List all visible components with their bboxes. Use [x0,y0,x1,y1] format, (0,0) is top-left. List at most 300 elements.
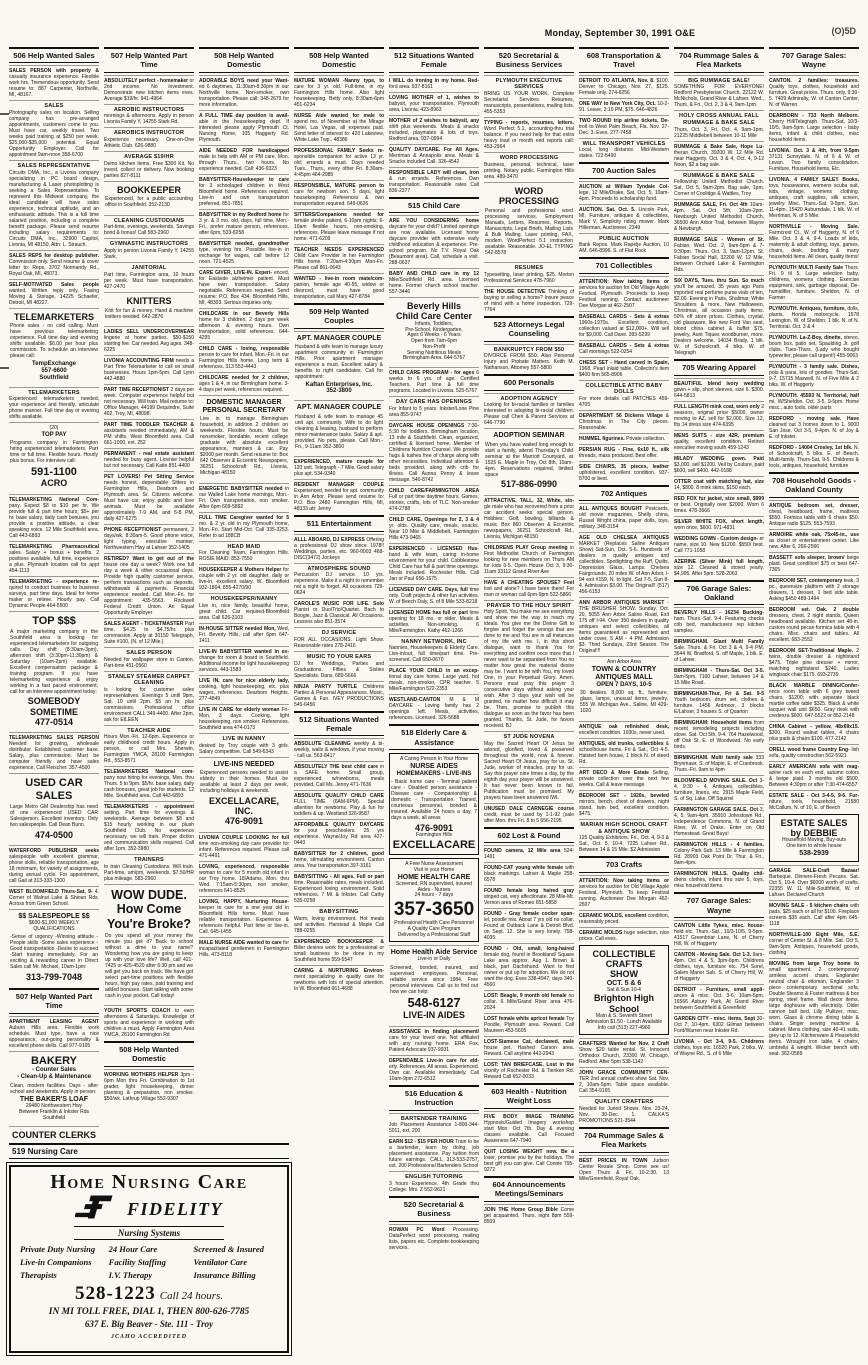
classified-ad [389,420,479,483]
ad-body: Percussion DJ service. 10 yrs. experience. Make it a night to remember not a night to forget. All occasions 729-0624 [294,572,384,597]
ad-title: EARLY AMERICAN sofa with mag- [769,763,859,770]
classified-ad [294,819,384,846]
ad-body: dressers, chest, 2 night stands, Queen headboard available. Kitchen set 48-in. custom round pecan formica table with 4 chairs. Misc. chairs and tables. All excellent. 683-2552 [769,612,859,643]
ad-body: Cherry Hill/Telegraph. Thurs-Sat, 10/3-10/5, 9am-5pm. Large selection - baby items, infant & child clothes, misc household items. [769,118,859,143]
ad-body: - THE BRUSHER SHOW. Sunday, Oct. 20, 5055 Ann Arbor Saline Road, Exit 175 off I-94. Over 350 dealers in quality antiques and select collectibles, all items guaranteed as represented and under cover, 5 AM - 4 PM. Admission $3. Third Sundays, 23rd Season. The Original!!! [579,600,669,655]
display-ad-line: BOOKKEEPER [116,184,181,195]
ad-body: FULL TIME (6AM-6PM). Special attention for newborns. Play & fun for toddlers & up. Westland 326-9587 [294,799,384,818]
ad-title: PLYMOUTH. La-Z-Boy, dinette, [769,334,842,341]
fidelity-tagline: Nursing Systems [74,1226,224,1240]
ad-title: DAYCARE HOUSE OPENINGS [389,422,465,429]
classified-ad [769,75,859,108]
ad-body: change for room & board in Southfield. Additional income for light housekeeping services. 443-1583 [199,655,289,674]
classified-ad [9,886,99,907]
ad-body: ford area. 937-8161 [389,83,433,90]
classified-ad [104,1005,194,1038]
section-header: 704 Rummage Sales & Flea Markets [579,1127,669,1153]
ad-title: LICENSED HOME has full or part [389,609,468,616]
classified-ad [199,564,289,591]
display-ad [9,1126,99,1141]
ad-title: ALLL ABOARD, DJ EXPRESS [294,536,365,543]
service-item: Screened & Insured [193,1244,264,1254]
classified-ad [674,984,764,1011]
ad-title: BEST PRICES IN TOWN [579,1157,648,1164]
ad-title: A FULL TIME day position is avail- [199,112,289,119]
classified-ad [579,875,669,908]
ad-title: DAY CARE HAS OPENINGS [395,399,473,406]
ad-body: Looking for bi-racial families or families interested in adopting bi-racial children. Please call Cheri & Parent Services at 646-7790 [484,402,574,427]
ad-body: or best. Originally over $2000. Worn 6 times. 478-3666 [674,501,764,514]
ad-title: CRAFTERS Wanted for Nov. 2 Craft [579,1041,669,1048]
ad-title: CHESS SET - Hand carved in Spain, [579,359,669,366]
ad-body: in our Walled Lake home mornings, Mon.-Fri. Own transportation, non smoker. After 6pm 669-5892 [199,485,289,510]
ad-body: Needed for growing, wholesale distributor. Established customer base. Salary, plus commission. Must be computer friendly and have sales experience. Call Fleischer. 357-4500 [9,741,99,772]
display-ad-body: Husband & wife team to manage luxury apartment community in Farmington Hills. Prior apartment manager experience a must. Excellent salary & benefits to right candidates. Call for appointment: [295,344,383,381]
classified-ad [484,152,574,180]
classified-ad [769,413,859,440]
ad-title: ATTENTION: Now taking items or [579,278,669,285]
ad-title: AZERINE (Silver Mink) full length, [674,558,764,565]
ad-body: upholstered, excellent condition. 937-8700 or best. [579,469,669,482]
ad-body: 3, 4, 5, 9am-4pm. 35910 Johnstown Rd., Independence Commons, N. of Grand River, W. of Drake. Enter on Old Homestead. Great Buys! [674,807,764,838]
classified-ad [769,744,859,759]
ad-title: AIDE NEEDED FOR handicapped [199,147,289,154]
ad-title: MOTHER of 2 wishes to babysit, any [389,117,479,124]
ad-title: WATERFORD PUBLISHER seeks [9,848,99,855]
classified-ad [199,896,289,935]
display-ad-line: 313-799-7048 [25,971,83,982]
ad-body: with black markings. Lahser & Maple 258-6578 [484,865,574,884]
classified-ad [769,929,859,956]
ad-title: CANTON. 2 families: treasures. [769,77,859,84]
ad-title: HOUSEKEEPER & Mothers Helper [199,567,282,574]
classified-ad [294,681,384,708]
display-ad-line: How Come [116,902,182,917]
ad-body: condition, reasonably priced. [579,912,669,925]
ad-title: TEACHER NEEDS EXPERIENCED [294,246,384,253]
ad-body: shift plus weekends. Meals & snacks included, playmates & lots of toys. Redford area. 937-0994 [389,123,479,142]
classified-ad [199,541,289,563]
ad-title: GARAGE SALE-Craft Bazaar/ [769,867,859,874]
ad-body: person to care for infant, Mon.-Fri. in our Farmington Hills home. Long term & references. 313 553-4443 [199,351,289,370]
ad-body: pany. Expect $8 to $10 per hr. We provide full & part time hours; $5+ per hr. base salary, daily cash bonuses, you provide a positive attitude, a clear speaking voice. 12 Mile Southfield area. Call 443-6893 [9,502,99,539]
classified-ad [674,804,764,837]
classified-ad [579,75,669,96]
display-ad-line: by DEBBIE [790,827,838,838]
ad-body: spend mo. of November at the Mirage Hotel, Las Vegas, all expenses paid. Send letter of interest to: 420 Lakeview, White Lake Twp., 48386 [294,118,384,143]
classified-ad [674,476,764,491]
ad-title: MOVING SALE - 5 kitchen chairs [769,902,849,909]
section-header: 602 Lost & Found [484,827,574,843]
classified-ad [484,75,574,115]
classified-ad [9,160,99,248]
service-item: Live-in Companions [20,1257,92,1267]
display-ad-line: BAKERY [30,1054,78,1067]
ad-title: TRAINERS [134,857,164,864]
ad-body: Holy Spirit, You make me see everything and show me the way to reach my ideals. You give me the Divine Gift to forgive and forget the wrongs that are done to me and You are in all instances of my life with me. I, in this short dialogue, want to thank You for everything and confirm once more that I never want to be separated from You no matter how great the material desire may be. I want to be with You, my loved One, in your Perpetual Glory. Amen. Persons must pray this prayer 3 consecutive days without asking your wish. After 3 days your wish will be granted, no matter how difficult it may be. Then, promise to publish this dialogue as soon as the favor has been granted. Thanks, St. Jude, for favors received. BJ [484,609,574,730]
ad-title: MARIAN HIGH SCHOOL CRAFT & ANTIQUE SHOW [580,821,668,835]
ad-title: I WILL do ironing in my home. Red- [389,77,479,84]
classified-ad [104,766,194,799]
classified-ad [674,199,764,232]
ad-body: beige plaid. Great condition! $75 or best 647-7365 [769,554,859,573]
display-ad-line: Southfield [39,374,69,381]
classified-ad [484,943,574,988]
ad-title: MILADY WEDDING gown. Paid [674,455,764,462]
ad-body: FOR ALL OCCASIONS. Light Show. Reasonable rates 278-2416 [294,636,384,649]
classified-ad [199,343,289,370]
ad-body: 2 twins, double dresser & nightstand $475. Triple pine dresser + mirror, matching nightstand $240. Ladies wingback chair $175. 693-2739 [769,647,859,678]
ad-title: DETROIT - Furniture, small appli- [674,987,764,993]
display-ad-line: A Caring Person In Your Home [399,756,469,762]
classified-ad [579,1155,669,1182]
ad-body: enced, for Eastside alzheimer patient. Must have own transportation. Salary negotiable. References required. Send resume: P.O. Box 434, Bloomfield Hills, MI, 48303. Serious inquiries only. [199,269,289,306]
ad-title: RESPONSIBLE, MATURE person to [294,182,384,189]
classified-ad [674,275,764,356]
section-header: 600 Personals [484,374,574,390]
section-header: 707 Garage Sales: Wayne [769,47,859,73]
classified-ad [769,900,859,927]
classified-ad [674,453,764,474]
classified-ad [579,1038,669,1065]
ad-title: FULL LENGTH mink coat, worn only [674,403,760,410]
fidelity-services-list [20,1244,278,1280]
ad-title: FOUND female long haired gray [484,888,574,895]
ad-body: Fri- Mon, 3 days. Cooking, light housekeeping, non smoker. References. Southfield area 474-0173 [199,707,289,732]
ad-body: yr. olds. Quality care, meals, snacks. Near 10 Mile & Middlebelt. Farmington Hills 473-9465 [389,522,479,541]
classified-ad [484,1204,574,1225]
classified-ad [389,115,479,142]
classified-ad [579,767,669,788]
display-ad-line: PERSONAL SECRETARY [202,406,286,414]
fidelity-tollfree: IN MI TOLL FREE, DIAL 1, THEN 800-626-7785 [48,1307,250,1317]
fidelity-address: 637 E. Big Beaver - Ste. 111 - Troy [84,1319,214,1329]
classified-ad [769,575,859,602]
classified-ad [769,390,859,411]
classified-ad [294,145,384,178]
display-ad-line: 474-0500 [34,829,74,840]
display-ad-line: OPEN 7 DAYS, 10-5 [596,682,652,689]
ad-title: MENS SUITS - size 42R, premium [674,432,764,439]
ad-title: NINJA PARTY TURTLE [294,683,357,690]
ad-title: ST JUDE NOVENA [503,734,555,741]
ad-title: REDFORD - 14004 Crosley, 1st blk. [769,444,853,451]
ad-body: ances & misc. Oct. 3-6, 10am-5pm. 16566 Asbury Park, At Grand River between Southfield & Greenfield [674,993,764,1011]
ad-body: 125 Quality Exhibitors. Fri., Oct. 4, 9-3 & Sat., Oct. 5, 10-4. 7225 Lahser Rd., Between 14 & 15 Mile. $2 Admission [579,835,669,854]
classified-ad [9,387,99,421]
classified-ad [579,357,669,378]
ad-body: toys, housewares, womens scuba suit, kids, vintage, womens clothing, antiques, craft supplies, silk screen, jewelry. Misc. Thurs.-Sat. 9-5pm, Sun. 11-4pm. 15420 Auburndale, 1 blk. W. of Merriman, N. of 5 Mile. [769,182,859,219]
ad-title: EXPERIENCED - LICENSED Hus- [389,545,479,552]
classified-ad [484,1036,574,1057]
ad-title: SALES [44,103,64,110]
display-ad-line: SALES [35,790,73,803]
ad-body: loser, promise you by the holidays. The best gift you can give. Call Connie 795-9272 [484,1154,574,1173]
display-ad-line: QUALIFICATIONS [33,925,75,932]
ad-title: EARN $12 - $15 PER HOUR [389,1139,454,1146]
classified-ad [9,576,99,609]
display-ad-line: TempExchange [32,360,76,367]
display-ad [484,182,574,261]
ad-body: in First Methodist Church of Farmington looking for new members on Thurs AM for kids 0-5. Open House Oct 3, 9:30-11am 33112 Grand River Ave [484,544,574,575]
ad-body: to earn afternoons & Saturdays. Knowledge of sports and experience in working with children a must. Apply Farmington Area YMCA, 28100 Farmington Rd [104,1008,194,1039]
ad-title: PLYMOUTH. 45593 N. Territorial, half [769,392,859,399]
classified-ad [199,593,289,621]
ad-body: Job Placement Assistance 1-800-344-5011, ext. 200 [389,1122,479,1135]
classified-ad [484,1059,574,1080]
column-1 [9,44,99,1141]
ad-body: Thurs, Oct. 3, Fri, Oct. 4, 9am-1pm. 21225 Middlebelt between 10-11 Mile [674,126,764,139]
margin-tick [0,113,9,115]
ad-body: needed for busy agent. License helpful but not necessary. Call Katie 851-4400 [104,457,194,469]
classified-ad [674,607,764,634]
column-8 [674,44,764,1355]
classified-ad [389,367,479,394]
classified-ad [294,871,384,904]
ad-title: LIVONIA. Oct. 3 & 4th, from 9-5pm [769,147,859,154]
ad-title: RUMMAGE & BAKE SALE [683,172,755,179]
classified-ad [294,906,384,934]
display-ad-line: Delivered by a Professional Staff [397,931,471,938]
ad-body: $300. Round walnut tables, 4 chairs plus pads & chairs $100. 477-2142 [769,729,859,742]
classified-ad [294,651,384,679]
ad-title: PUBLIC AUCTION [599,235,649,242]
ad-body: able in the housekeeping dept. If interested please apply Plymouth Ct. Nursing Home, 105 Haggerty Rd. Plymouth. [199,118,289,143]
ad-body: 3 hours Experience. 4th Grade thru College. Mrs. Z 552-9621 [389,1180,479,1193]
classified-ad [199,145,289,172]
ad-body: 2 seasons, original price $5000, owner moving to AZ, sell for $2,000. Size 12, fits 14 dress size 474-6395 [674,403,764,428]
classified-ad [199,937,289,958]
ad-body: Pianist or Duo/Trio/Quartet. Bach to Boogie, Jazz & Classical. All Occasions. Lessons also 851-3574 [294,607,384,626]
ad-title: BABYSITTER for 2 children, good [294,851,384,858]
ad-title: WEDDING GOWN - Custom design- [674,535,759,542]
classified-ad [199,675,289,702]
section-header: 701 Collectibles [579,257,669,273]
ad-body: assistants needed immediately, AM & PM shifts. West Bloomfield area. Call 661-1000, ext. 252 [104,428,194,446]
ad-title: RESPONSIBLE LADY will clean, iron [389,169,479,176]
section-header: 523 Attorneys Legal Counseling [484,316,574,342]
ad-body: is looking for customer sales representatives. Evenings 5 until 9pm, Sat. 10 until 2pm. $5 an hr. plus commissions. Professional office environment CALL 349-4400. After 2pm, ask for EILEEN [104,686,194,723]
ad-body: Live in, nice family, beautiful home, great child. Car required-Bloomfield area. Call 626-3103 [199,603,289,622]
classified-ad [484,117,574,150]
service-item: Insurance Billing [193,1270,256,1280]
classified-ad [389,694,479,721]
ad-title: SITTERS/Companions needed for [294,211,384,218]
ad-body: Nannies, Housekeepers & Elderly Care. Live-in/out, full time/part time. Pre-screened. Call 650-0670 [389,645,479,664]
display-ad [9,773,99,843]
ad-title: BEDROOM SET-Traditional Maple. [769,647,854,654]
ad-title: BIRMINGHAM: Household items [674,720,752,727]
nursing-care-section [9,1143,289,1361]
ad-body: 6 weeks to 6 yrs. of age. Certified Teachers. Part time & full time programs. Located in Livonia. 525-5767 [389,370,479,395]
classified-ad [579,233,669,255]
ad-title: RESUMES [514,265,544,272]
section-header: 508 Help Wanted Domestic [104,1041,194,1067]
ad-body: keeper to care for a one year old in Bloomfield Hills home. Must have reliable transportation. Experience & references helpful. Part time or live-in. Call. 645-1455 [199,904,289,935]
classified-ad [104,725,194,765]
classified-ad [769,332,859,359]
classified-ad [9,1016,99,1049]
ad-body: Apply in person Livonia Family Y, 14255 Stark. [104,248,194,261]
ad-body: Barbeque. Dinners-Fresh Pecans. Sat. Oct 5, 10-4. Over $6000 worth of crafts. 22355 W. 11 Mile-Southfield, W. of Lahser. Declared Church [769,873,859,898]
ad-title: JOHN GRACE COMMUNITY CEN- [579,1070,669,1077]
classified-ad [199,832,289,859]
display-ad [199,395,289,481]
classified-ad [294,598,384,625]
ad-body: 7:30-5:30 for toddlers. Birmingham location, 13 mile & Southfield. Clean, organized, certified & licensed home. Member of Childrens Nutrition Counsel. We provide hugs & tushes free of charge along with other necessities. Individual attention & beds provided, along with crib for illness. Call Aunna Penny & leave message. 540-8742 [389,422,479,483]
ad-body: ed 6 daytimes, 11:30am-8:30pm in our Northville home. Non-smoker, own transportation. Please call: 348-2679 for more information. [199,83,289,108]
display-ad-body: Phone sales - no cold calling. Must have previous telemarketing experience. Full time day and evening shifts available. $6.00 per hour plus commission. To schedule an interview please call: [10,323,98,360]
display-ad-line: Non-Profit [422,343,446,350]
ad-title: BABY AND CHILD care in my 12 [389,271,479,278]
ad-body: Demo kitchen items. Free $300 Kit. No invest, collect or delivery. Now booking parties 827-8111 [104,160,194,179]
ad-title: CHILD CARE/FARMINGTON AREA [389,487,479,494]
classified-ad [484,262,574,284]
ad-title: ADORABLE BOYS need your Want- [199,77,289,84]
section-header: 507 Help Wanted Part Time [9,988,99,1014]
ad-title: YOUTH SPORTS COACH [104,1008,171,1015]
ad-body: ence room table with 6 grey tweed chairs, $1200; with separate black marble coffee table $325. Black & white lacquer wall unit $650. Gray desk with credenza $600. 647-5522 or 852-2148 [769,688,859,719]
display-ad-line: Ann Arbor Area [607,659,641,666]
ad-title: SALES REPRESENTATIVE [17,162,91,169]
classified-ad [199,267,289,306]
ad-title: ENGLISH TUTORING [405,1174,463,1181]
display-ad-body: Clean, modern facilities. Days - after school and weekends. Apply in person: [10,1082,98,1095]
ad-body: BRING US YOUR WORK. Complete Secretarial Services: Resumes, manuscripts, presentations, mailing lists. 455-5353 [484,90,574,115]
ad-title: TELEMARKETERS National com- [104,769,194,776]
fidelity-accreditation: JCAHO ACCREDITED [111,1334,187,1340]
classified-ad [104,524,194,551]
ad-title: BIRMINGHAM. Multi family sale [674,755,753,762]
ad-title: LOST female white apricot female [484,1016,565,1023]
ad-title: DETROIT TO ATLANTA, Nov. 8. [579,77,655,84]
display-ad-body: Experienced, for a public accounting office in Southfield. 352-2130 [105,196,193,209]
column-4 [294,44,384,1355]
display-ad-line: WORD PROCESSING [498,185,559,206]
classified-ad [199,174,289,207]
classified-ad [389,636,479,664]
ad-body: you'll be amazed. 35 years ago Paris imported real perfume purse vials of ten, $2.00. Evening in Paris, Shalimar, White Shoulders & more. New Halloween, Christmas, all occasion party items. 50% off store prices. Clothes, crystal, old glassware, like new Ford Van seat, blond china cabinet & buffet $75, jewelry, Aunt Tiques woodburner, more. Dealers welcome. 14034 Brady, 1 blk. W. of Schoolcraft, 4 blks. W. of Telegraph [674,284,764,357]
classified-ad [104,618,194,645]
ad-title: PRAYER TO THE HOLY SPIRIT [486,602,572,609]
ad-body: 2 days per week. Computer experience helpful but not necessary. Will train. Mail resume to: Office Manager, 44199 Dequindre, Suite 402, Troy, MI, 48098. [104,387,194,417]
classified-ad [389,584,479,605]
ad-body: Hypnosis/Guided Imagery workshop start Mon. Oct 7th. Day & evening classes available. Call Focused Awareness 647-7940 [484,1119,574,1144]
display-ad-line: Kaftan Enterprises, Inc. [305,381,373,388]
ad-title: NORTHVILLE - Moving Sale. [769,223,859,230]
ad-body: home for 3 children, 2 days per week afternoon & evening hours. Own transportation, solid references. 644-4295 [199,316,289,341]
ad-body: 30-Oct 7, 10-4pm. 6302 Gilman between Ford/Warren near Inkster Rd. [674,1016,764,1034]
ad-body: desired by Troy couple with 3 girls. Salary competitive. Call 549-6343 [199,742,289,755]
display-ad-line: $600-$1,000 WEEKLY [29,920,79,927]
classified-ad [389,1136,479,1169]
classified-ad [389,1171,479,1193]
ad-title: LICENSED DAY CARE. Days, full [389,586,468,593]
ad-body: DIVORCE FROM $50. Also Personal Injury and Probate Matters. Keith M. Nathanson, Attorney 557-5800 [484,353,574,372]
classified-ad [484,731,574,801]
classified-ad [674,110,764,138]
ad-title: BABYSITTING - All ages. Full or part [294,874,384,881]
ad-body: mornings & afternoons. Apply in person Livonia Family Y, 14255 Stark Rd. [104,113,194,126]
ad-body: mi. W/Sheldon. Oct. 3-5, 9-5pm. Home misc., auto tools, older parts [769,398,859,411]
fidelity-display-ad [9,1165,289,1353]
ad-title: CANTON Little Tykes, misc. house- [674,923,764,929]
section-header: 512 Situations Wanted Female [294,711,384,737]
display-ad-line: Visit in your Home [413,867,455,874]
ad-title: FARMINGTON GARAGE SALE. Oct [674,807,758,814]
ad-title: PROFESSIONAL FAMILY Seeks re- [294,147,384,154]
classified-ad [674,839,764,866]
classified-ad [389,1224,479,1251]
ad-title: EXPERIENCED, mature couple for [294,459,384,466]
ad-body: 1968. Pearl inlaid table. Collector's item $400 firm 565-8906 [579,365,669,378]
ad-body: home, stimulating environment. Canton area. Your transportation 397-3161 [294,857,384,870]
ad-title: CHILDCARE in our Beverly Hills [199,310,289,317]
display-ad-line: 548-6127 [407,996,461,1011]
classified-ad [294,456,384,477]
ad-body: Farmcrest Ct., W. of Haggerty, N. of 6 Mile. Oct. 3 & 4, 9-4. Loads of kids, maternity & adult clothing, toys, games, chairs, desk, bedding & many household items. All clean, quality items! [769,229,859,260]
service-item: Therapists [20,1270,57,1280]
ad-title: BABYSITTER-Housekeeper to care [199,176,289,183]
display-ad-line: Sat & Sun 10-4 [607,986,641,993]
classified-ad [199,646,289,673]
classified-ad [389,215,479,266]
ad-body: TER 2nd annual crafters show Sat. Nov. 2, 10am-5pm. Table space available. Call 354-9165 [579,1076,669,1095]
ad-title: CARE GIVER, LIVE-IN. Experi- [199,269,273,276]
display-ad-line: 477-0514 [34,717,74,728]
ad-body: as closet or entertainment center. Like new. After 6, 266-2566 [769,537,859,550]
ad-body: for 3 yr. & 3 mo. old, days, full time, Mon.-Fri., prefer mature person, references. after 6pm, 533-8258 [199,211,289,236]
ad-body: teak, 3 pc., queensize platform with 2 storage drawers, 1 dresser, 1 bed side table. Asking $450 489-1494 [769,577,859,602]
classified-ad [104,238,194,260]
display-ad-line: LIVE-IN AIDES [403,1010,465,1021]
ad-title: LIVE IN, care for nice elderly lady, [199,678,289,685]
ad-title: LIVE IN CARE for elderly woman [199,707,280,714]
ad-body: Lincoln Park, MI. Furniture, antiques & collectibles, Mark V, Simplicity riding mower. Mark Hillerman, Auctioneer. 2349 [579,206,669,231]
ad-body: lish sofa, quality construction 562-5921 [769,746,859,759]
display-ad-line: SOMETIME [29,706,78,717]
ad-body: $3,000, sell $1200. Veil by Couture, paid $600, sell $400. 442-0188 [674,461,764,474]
ad-title: ABSOLUTELY perfect - homemaker [104,77,189,84]
classified-ad [674,949,764,982]
ad-body: panion, female age 40-55, widow or divorced, must have good transportation, call Mary 427-8784 [294,281,384,300]
display-ad-line: KNITTERS [126,295,172,306]
display-ad-line: ANTIQUES MALL [595,674,653,682]
classified-ad [674,752,764,773]
classified-ad [9,65,99,98]
classified-ad [674,378,764,399]
ad-title: TWO ROUND trip airline tickets, De- [579,117,669,124]
ad-title: BIRMINGHAM - Thurs-Sat. Oct 3-5. [674,668,764,675]
ad-title: PERMANENT - real estate assistant [104,451,194,457]
display-ad [769,814,859,862]
ad-title: CARING & NURTURING Environ- [294,967,384,974]
ad-title: BIRMINGHAM-Thur, Fri & Sat. 9-5 [674,691,764,698]
ad-body: 4. Corner of Walnut Lake & Shioun Rds. Across from Green School. [9,889,99,908]
ad-title: CAROLE'S MUSIC FOR LIFE. Solo [294,601,384,608]
classified-ad [484,908,574,941]
ad-body: Fabian, Wed. Oct. 2, 9am-5pm & 7-9:30pm. Thurs. Oct. 3, 9am-12pm. St. Fabian Social Hall, 32200 W. 12 Mile, between Orchard Lake & Farmington Rds. [674,243,764,274]
classified-ad [769,361,859,388]
classified-ad [294,273,384,300]
ad-body: DJ for Weddings, Parties and Graduations. Fifties & Sixties Specialists. Dans, 689-5666 [294,660,384,679]
column-5 [389,44,479,1355]
classified-ad [769,442,859,469]
classified-ad [104,104,194,126]
ad-title: PET LOVERS! Pet Sitting Service [104,474,194,480]
display-ad-line: TELEMARKETERS [13,311,94,322]
classified-ad [674,401,764,428]
